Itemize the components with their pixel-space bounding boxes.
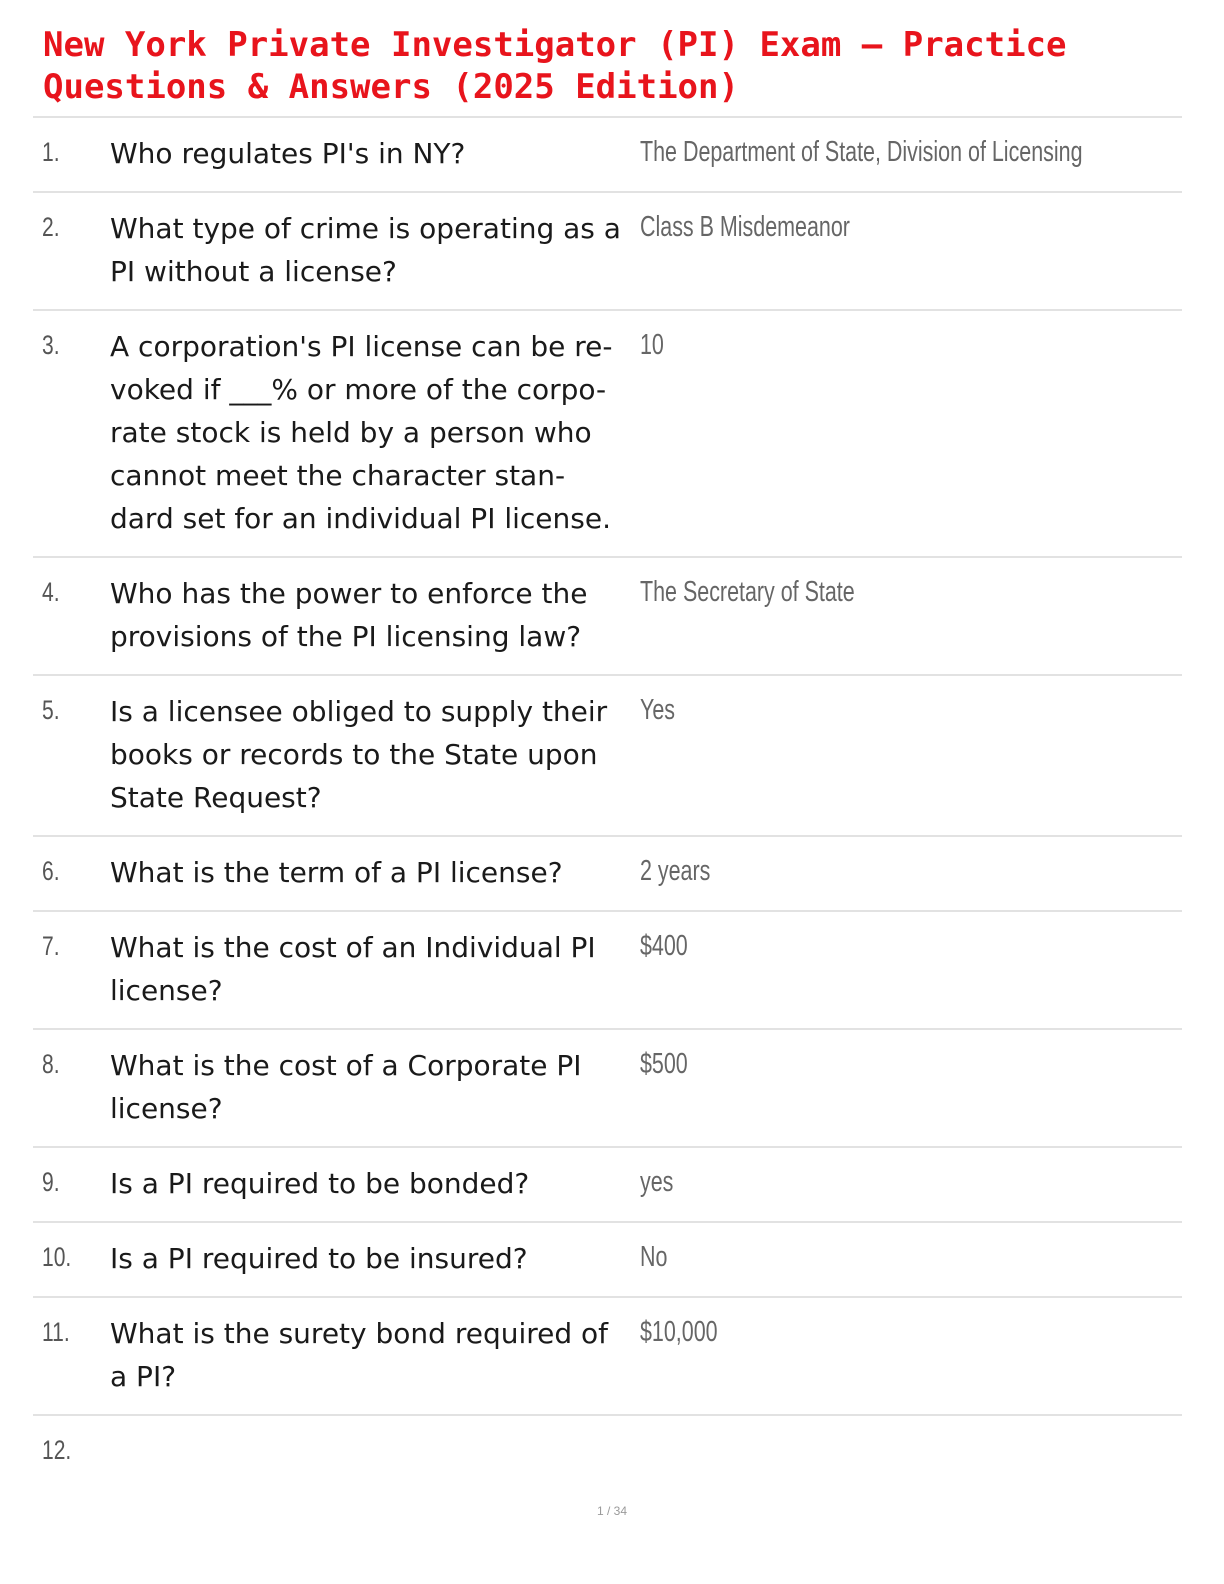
item-number: 7. xyxy=(42,931,60,961)
question-text xyxy=(110,1044,635,1130)
question-line: State Request? xyxy=(110,781,322,814)
question-line: a PI? xyxy=(110,1360,177,1393)
question-line: What is the cost of a Corporate PI xyxy=(110,1049,582,1082)
qa-item-7 xyxy=(33,912,1182,1030)
question-line: license? xyxy=(110,974,223,1007)
question-line: What is the term of a PI license? xyxy=(110,856,563,889)
item-number: 1. xyxy=(42,137,60,167)
answer-text: Yes xyxy=(640,694,676,726)
item-number: 10. xyxy=(42,1242,72,1272)
item-number: 4. xyxy=(42,577,60,607)
question-text xyxy=(110,132,635,175)
question-text xyxy=(110,851,635,894)
question-line: Who has the power to enforce the xyxy=(110,577,588,610)
answer-text: $10,000 xyxy=(640,1316,718,1348)
document-title xyxy=(43,24,1193,108)
question-line: Is a licensee obliged to supply their xyxy=(110,695,608,728)
question-line: dard set for an individual PI license. xyxy=(110,502,611,535)
answer-text: $400 xyxy=(640,930,688,962)
question-line: voked if ___% or more of the corpo- xyxy=(110,373,607,406)
qa-item-9 xyxy=(33,1148,1182,1223)
answer-text: $500 xyxy=(640,1048,688,1080)
item-number: 2. xyxy=(42,212,60,242)
question-text xyxy=(110,1162,635,1205)
qa-item-5 xyxy=(33,676,1182,837)
question-text xyxy=(110,1237,635,1280)
question-line: PI without a license? xyxy=(110,255,397,288)
qa-item-2 xyxy=(33,193,1182,311)
item-number: 6. xyxy=(42,856,60,886)
answer-text: The Department of State, Division of Licensing xyxy=(640,136,1083,168)
question-line: What type of crime is operating as a xyxy=(110,212,621,245)
qa-item-11 xyxy=(33,1298,1182,1416)
answer-text: 2 years xyxy=(640,855,711,887)
answer-text: 10 xyxy=(640,329,664,361)
question-text xyxy=(110,690,635,819)
page-number: 1 / 34 xyxy=(596,1504,628,1518)
question-line: What is the cost of an Individual PI xyxy=(110,931,596,964)
qa-item-4 xyxy=(33,558,1182,676)
question-line: A corporation's PI license can be re- xyxy=(110,330,613,363)
question-line: books or records to the State upon xyxy=(110,738,598,771)
question-text xyxy=(110,1312,635,1398)
answer-text: The Secretary of State xyxy=(640,576,855,608)
qa-item-3 xyxy=(33,311,1182,558)
qa-item-6 xyxy=(33,837,1182,912)
answer-text: No xyxy=(640,1241,668,1273)
item-number: 12. xyxy=(42,1435,72,1465)
question-line: Is a PI required to be bonded? xyxy=(110,1167,530,1200)
title-line-2: Questions & Answers (2025 Edition) xyxy=(43,67,739,107)
question-line: license? xyxy=(110,1092,223,1125)
question-line: provisions of the PI licensing law? xyxy=(110,620,582,653)
qa-list xyxy=(33,116,1182,1476)
answer-text: Class B Misdemeanor xyxy=(640,211,850,243)
question-text xyxy=(110,325,635,540)
qa-item-1 xyxy=(33,118,1182,193)
title-line-1: New York Private Investigator (PI) Exam – Practice xyxy=(43,25,1067,65)
item-number: 3. xyxy=(42,330,60,360)
item-number: 9. xyxy=(42,1167,60,1197)
answer-text: yes xyxy=(640,1166,674,1198)
question-text xyxy=(110,926,635,1012)
item-number: 8. xyxy=(42,1049,60,1079)
qa-item-12 xyxy=(33,1416,1182,1476)
question-line: Who regulates PI's in NY? xyxy=(110,137,466,170)
item-number: 11. xyxy=(42,1317,70,1347)
question-line: cannot meet the character stan- xyxy=(110,459,566,492)
question-line: rate stock is held by a person who xyxy=(110,416,592,449)
question-line: What is the surety bond required of xyxy=(110,1317,609,1350)
question-text xyxy=(110,572,635,658)
qa-item-8 xyxy=(33,1030,1182,1148)
qa-item-10 xyxy=(33,1223,1182,1298)
question-text xyxy=(110,207,635,293)
question-line: Is a PI required to be insured? xyxy=(110,1242,528,1275)
item-number: 5. xyxy=(42,695,60,725)
